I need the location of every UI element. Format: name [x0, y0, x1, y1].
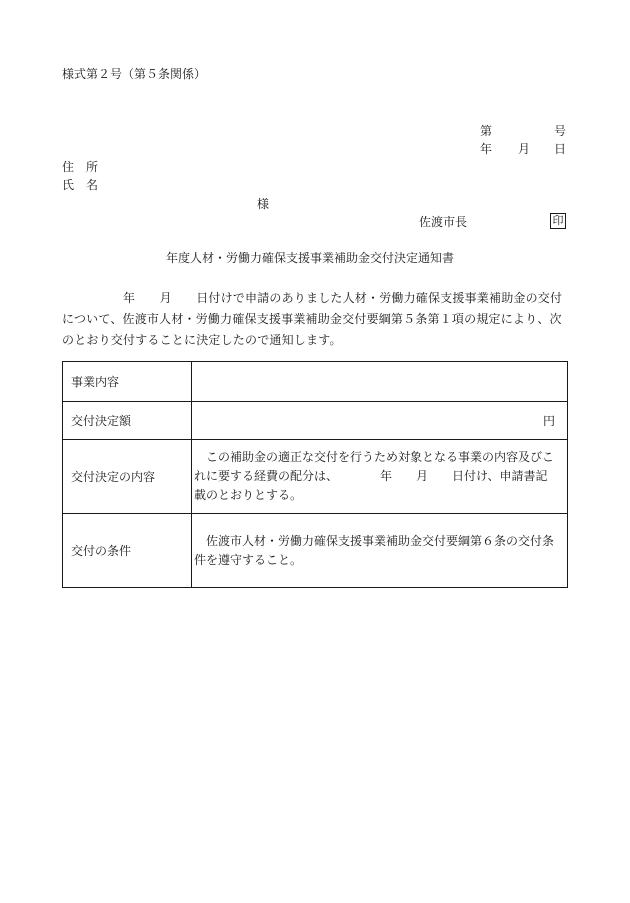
decision-content-label: 交付決定の内容 [63, 440, 192, 514]
notice-body [62, 288, 568, 351]
table-row [63, 362, 568, 402]
grant-conditions-value: 佐渡市人材・労働力確保支援事業補助金交付要綱第６条の交付条 件を遵守すること。 [192, 514, 568, 588]
grant-conditions-label: 交付の条件 [63, 514, 192, 588]
business-content-value [192, 362, 568, 402]
issuer-title: 佐渡市長 [419, 215, 468, 229]
table-row [63, 402, 568, 440]
date-month: 月 [518, 142, 531, 156]
doc-number-prefix: 第 [480, 124, 493, 138]
table-row [63, 514, 568, 588]
date-day: 日 [554, 142, 567, 156]
document-title: 年度人材・労働力確保支援事業補助金交付決定通知書 [166, 251, 455, 265]
grant-amount-label: 交付決定額 [63, 402, 192, 440]
business-content-label: 事業内容 [63, 362, 192, 402]
address-label: 住 所 [62, 160, 99, 174]
decision-table [62, 361, 568, 588]
table-row [63, 440, 568, 514]
name-label: 氏 名 [62, 178, 99, 192]
honorific: 様 [257, 197, 270, 211]
body-line: について、佐渡市人材・労働力確保支援事業補助金交付要綱第５条第１項の規定により、次 [62, 312, 562, 326]
decision-content-value: この補助金の適正な交付を行うため対象となる事業の内容及びこ れに要する経費の配分は、 年 月 日付け、申請書記 載のとおりとする。 [192, 440, 568, 514]
date-year: 年 [480, 142, 493, 156]
doc-number-suffix: 号 [554, 124, 567, 138]
body-line: のとおり交付することに決定したので通知します。 [62, 333, 342, 347]
form-number: 様式第２号（第５条関係） [62, 67, 207, 81]
grant-amount-value: 円 [192, 402, 568, 440]
seal-mark: 印 [550, 213, 566, 229]
body-line: 年 月 日付けで申請のありました人材・労働力確保支援事業補助金の交付 [62, 291, 563, 305]
